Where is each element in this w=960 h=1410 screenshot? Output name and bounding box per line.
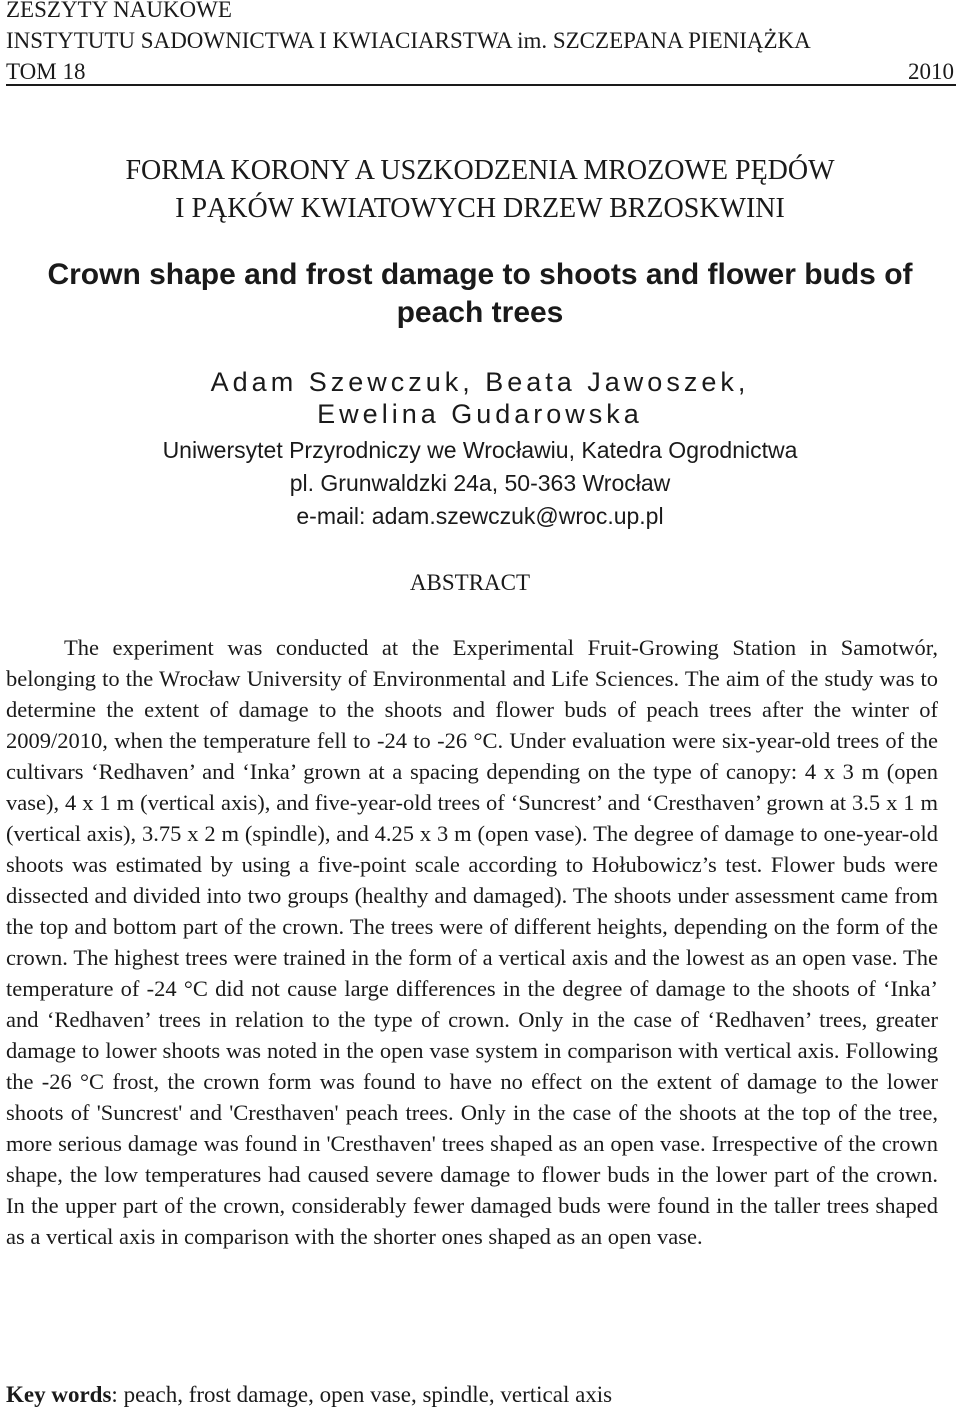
journal-volume-row — [6, 56, 954, 87]
authors-line1: Adam Szewczuk, Beata Jawoszek, — [210, 367, 750, 397]
title-english: Crown shape and frost damage to shoots and flower buds of peach trees — [47, 258, 913, 329]
affiliation-email[interactable]: e-mail: adam.szewczuk@wroc.up.pl — [296, 503, 664, 529]
abstract-heading: ABSTRACT — [409, 570, 531, 595]
journal-name: ZESZYTY NAUKOWE — [6, 0, 232, 22]
title-polish-line2: I PĄKÓW KWIATOWYCH DRZEW BRZOSKWINI — [175, 193, 785, 224]
author-list — [0, 366, 960, 430]
journal-year: 2010 — [908, 59, 954, 84]
keywords — [6, 1380, 946, 1410]
header-divider — [6, 84, 956, 86]
abstract-body: The experiment was conducted at the Experimental Fruit-Growing Station in Samotwór, belonging to the Wrocław University of Environmental and Life Sciences. The aim of the study was to determine the extent of damage to the shoots and flower buds of peach trees after the winter of 2009/2010, when the temperature fell to -24 to -26 °C. Under evaluation were six-year-old trees of the cultivars ‘Redhaven’ and ‘Inka’ grown at a spacing depending on the type of canopy: 4 x 3 m (open vase), 4 x 1 m (vertical axis), and five-year-old trees of ‘Suncrest’ and ‘Cresthaven’ grown at 3.5 x 1 m (vertical axis), 3.75 x 2 m (spindle), and 4.25 x 3 m (open vase). The degree of damage to one-year-old shoots was estimated by using a five-point scale according to Hołubowicz’s test. Flower buds were dissected and divided into two groups (healthy and damaged). The shoots under assessment came from the top and bottom part of the crown. The trees were of different heights, depending on the form of the crown. The highest trees were trained in the form of a vertical axis and the lowest as an open vase. The temperature of -24 °C did not cause large differences in the degree of damage to the shoots of ‘Inka’ and ‘Redhaven’ trees in relation to the type of crown. Only in the case of ‘Redhaven’ trees, greater damage to lower shoots was noted in the open vase system in comparison with vertical axis. Following the -26 °C frost, the crown form was found to have no effect on the extent of damage to the lower shoots of 'Suncrest' and 'Cresthaven' peach trees. Only in the case of the shoots at the top of the tree, more serious damage was found in 'Cresthaven' trees shaped as an open vase. Irrespective of the crown shape, the low temperatures had caused severe damage to flower buds in the lower part of the crown. In the upper part of the crown, considerably fewer damaged buds were found in the taller trees shaped as a vertical axis in comparison with the shorter ones shaped as an open vase. — [6, 635, 938, 1249]
journal-volume: TOM 18 — [6, 59, 86, 84]
keywords-label: Key words — [6, 1382, 112, 1407]
journal-institute: INSTYTUTU SADOWNICTWA I KWIACIARSTWA im. SZCZEPANA PIENIĄŻKA — [6, 28, 811, 53]
authors-line2: Ewelina Gudarowska — [317, 399, 643, 429]
affiliation-institution: Uniwersytet Przyrodniczy we Wrocławiu, Katedra Ogrodnictwa — [162, 437, 798, 463]
keywords-value: peach, frost damage, open vase, spindle, vertical axis — [123, 1382, 613, 1407]
title-polish — [0, 152, 960, 228]
affiliation — [0, 434, 960, 533]
keywords-separator: : — [111, 1382, 124, 1407]
title-polish-line1: FORMA KORONY A USZKODZENIA MROZOWE PĘDÓW — [125, 155, 835, 186]
affiliation-address: pl. Grunwaldzki 24a, 50-363 Wrocław — [289, 470, 671, 496]
journal-header — [6, 0, 954, 87]
